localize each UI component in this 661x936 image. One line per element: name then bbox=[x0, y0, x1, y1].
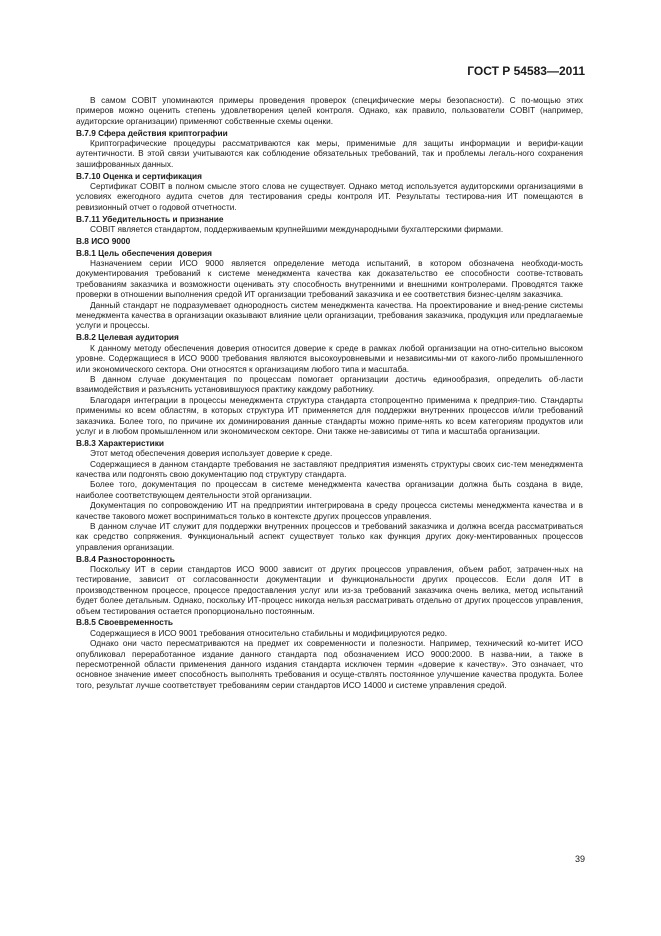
section-heading: B.7.10 Оценка и сертификация bbox=[76, 170, 202, 181]
body-paragraph: Более того, документация по процессам в системе менеджмента качества организации должна быть создана в виде, наиболее соответствующем деятельности этой организации. bbox=[76, 479, 583, 500]
body-paragraph: Документация по сопровождению ИТ на предприятии интегрирована в среду процесса системы менеджмента качества и в качестве такового может восприниматься только в контексте других процессов управления. bbox=[76, 500, 583, 521]
body-paragraph: COBIT является стандартом, поддерживаемым крупнейшими международными бухгалтерскими фирмами. bbox=[90, 224, 504, 235]
body-paragraph: Поскольку ИТ в серии стандартов ИСО 9000 зависит от других процессов управления, объем работ, затрачен-ных на тестирование, зависит от согласованности документации и функциональности других процессов. Если доля ИТ в производственном процессе, процессе предоставления услуг или из-за требований заказчика очень велика, метод испытаний будет более детальным. Однако, поскольку ИТ-процесс никогда нельзя рассматривать отдельно от других процессов управления, объем тестирования остается пропорционально постоянным. bbox=[76, 564, 583, 616]
section-heading: B.8.5 Своевременность bbox=[76, 617, 173, 628]
body-paragraph: В данном случае ИТ служит для поддержки внутренних процессов и требований заказчика и должна всегда рассматриваться как средство сопряжения. Функциональный аспект существует только как функция других доку-ментированных процессов управления организации. bbox=[76, 520, 583, 552]
body-paragraph: Назначением серии ИСО 9000 является определение метода испытаний, в котором обозначена необходи-мость документирования требований к системе менеджмента качества как доказательство ее способности соотве-тствовать требованиям заказчика и возможности оценивать эту способность внутренними и внешними контролерами. Проводятся также проверки в отношении выполнения средой ИТ организации требований заказчика и ее соответствия бизнес-целям заказчика. bbox=[76, 258, 583, 300]
body-paragraph: Содержащиеся в данном стандарте требования не заставляют предприятия изменять структуры своих сис-тем менеджмента качества или подгонять свою документацию под структуру стандарта. bbox=[76, 458, 583, 479]
body-paragraph: Данный стандарт не подразумевает однородность систем менеджмента качества. На проектирование и внед-рение системы менеджмента качества в организации оказывают влияние цели организации, требования заказчика, продукция или предлагаемые услуги и процессы. bbox=[76, 299, 583, 331]
document-code: ГОСТ Р 54583—2011 bbox=[467, 64, 585, 78]
page-number: 39 bbox=[574, 854, 585, 864]
body-paragraph: Благодаря интеграции в процессы менеджмента структура стандарта стопроцентно применима к предприя-тию. Стандарты применимы ко всем областям, в которых структура ИТ применяется для поддержки внутренних процессов и/или требований заказчика. Более того, по причине их доминирования данные стандарты можно приме-нять ко всем категориям продуктов или услуг и в любом промышленном или экономическом секторе. Они также не-зависимы от типа и масштаба организации. bbox=[76, 394, 583, 436]
body-paragraph: Однако они часто пересматриваются на предмет их современности и полезности. Например, технический ко-митет ИСО опубликовал переработанное издание данного стандарта под обозначением ИСО 9000:2000. В назва-нии, а также в пересмотренной области применения данного издания стандарта исключен термин «доверие к качеству». Это означает, что основное значение имеет способность выполнять требования и осуще-ствлять постоянное улучшение качества продукта. Более того, результат лучше соответствует требованиям серии стандартов ИСО 14000 и системе управления средой. bbox=[76, 638, 583, 690]
body-paragraph: Сертификат COBIT в полном смысле этого слова не существует. Однако метод используется аудиторскими организациями в условиях ежегодного аудита счетов для тестирования среды контроля ИТ. Результаты тестирова-ния ИТ помещаются в ревизионный отчет о годовой отчетности. bbox=[76, 181, 583, 212]
body-paragraph: К данному методу обеспечения доверия относится доверие к среде в рамках любой организации на отно-сительно высоком уровне. Содержащиеся в ИСО 9000 требования являются высокоуровневыми и независимы-ми от какого-либо промышленного или экономического сектора. Они относятся к организациям любого типа и масштаба. bbox=[76, 342, 583, 374]
section-heading: B.8.4 Разносторонность bbox=[76, 553, 175, 564]
section-heading: B.8.3 Характеристики bbox=[76, 437, 164, 448]
section-heading: B.7.9 Сфера действия криптографии bbox=[76, 127, 228, 138]
section-heading: B.7.11 Убедительность и признание bbox=[76, 213, 224, 224]
section-heading: B.8.1 Цель обеспечения доверия bbox=[76, 247, 212, 258]
page-body bbox=[76, 95, 583, 690]
body-paragraph: В самом COBIT упоминаются примеры проведения проверок (специфические меры безопасности). С по-мощью этих примеров можно оценить степень удовлетворения целей контроля. Однако, как правило, пользователи COBIT (например, аудиторские организации) применяют собственные схемы оценки. bbox=[76, 95, 583, 126]
body-paragraph: Криптографические процедуры рассматриваются как меры, применимые для защиты информации и верифи-кации аутентичности. В этой связи учитываются как соблюдение обязательных требований, так и проблемы легаль-ного сохранения зашифрованных данных. bbox=[76, 138, 583, 169]
section-heading: B.8.2 Целевая аудитория bbox=[76, 332, 179, 343]
body-paragraph: В данном случае документация по процессам помогает организации достичь единообразия, определить об-ласти взаимодействия и разъяснить установившуюся практику каждому работнику. bbox=[76, 373, 583, 395]
body-paragraph: Этот метод обеспечения доверия использует доверие к среде. bbox=[90, 448, 333, 459]
body-paragraph: Содержащиеся в ИСО 9001 требования относительно стабильны и модифицируются редко. bbox=[90, 627, 448, 638]
section-heading: B.8 ИСО 9000 bbox=[76, 235, 131, 246]
